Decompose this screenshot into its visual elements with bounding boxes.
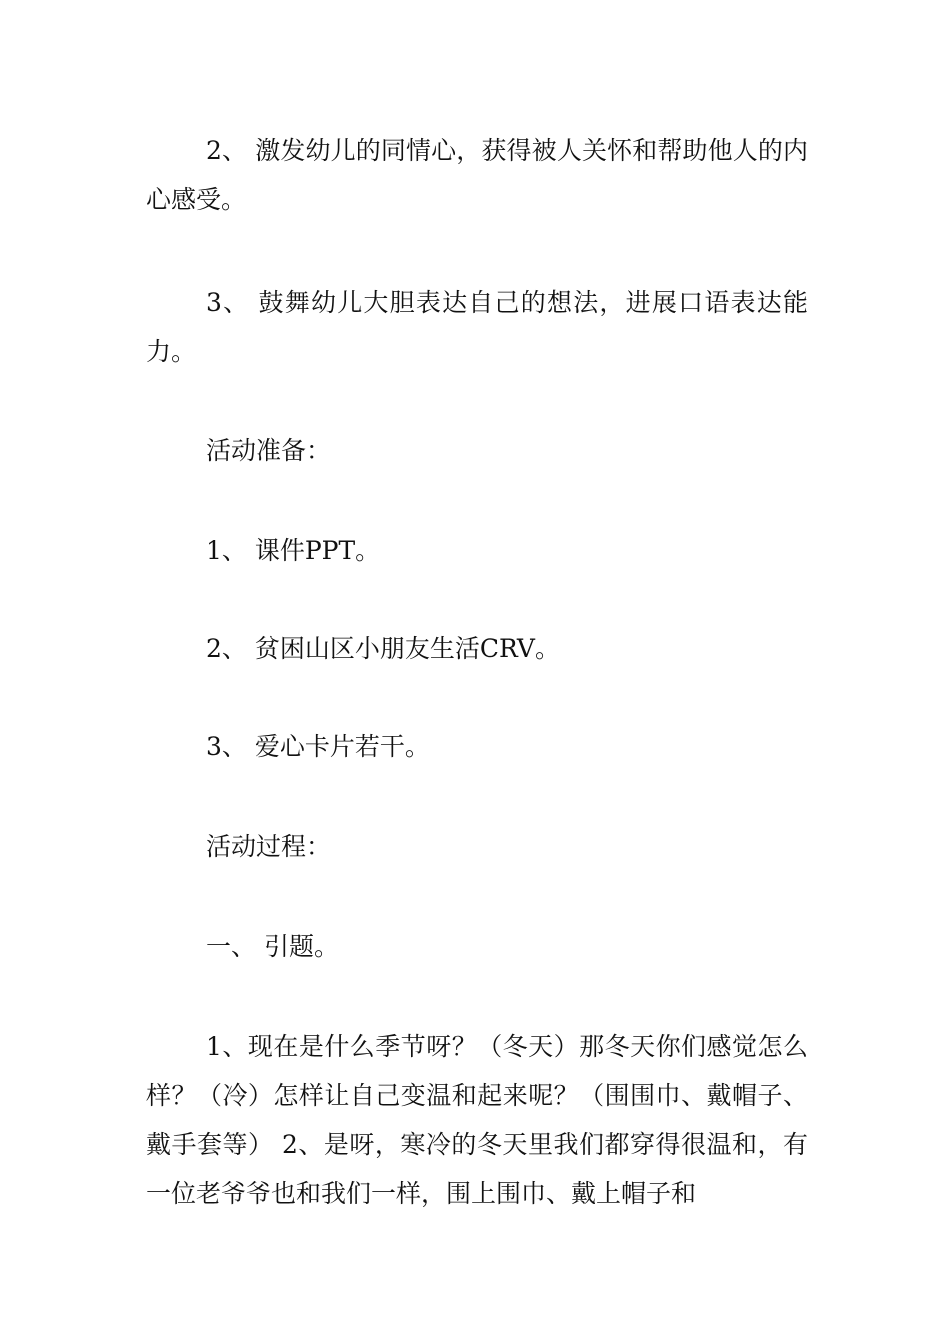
heading-section-one: 一、 引题。 [206,932,339,961]
heading-activity-process: 活动过程： [206,832,332,861]
heading-activity-preparation: 活动准备： [206,436,332,465]
paragraph-goal-2: 2、 激发幼儿的同情心，获得被人关怀和帮助他人的内心感受。 [146,136,808,214]
paragraph-process-body: 1、现在是什么季节呀？（冬天）那冬天你们感觉怎么样？（冷）怎样让自己变温和起来呢？（围围巾、戴帽子、戴手套等） 2、是呀，寒冷的冬天里我们都穿得很温和，有一位老爷爷也和我们一样，围上围巾、戴上帽子和 [146,1032,808,1208]
paragraph-prep-1: 1、 课件PPT。 [206,536,381,565]
paragraph-goal-3: 3、 鼓舞幼儿大胆表达自己的想法，进展口语表达能力。 [146,288,808,366]
paragraph-prep-3: 3、 爱心卡片若干。 [206,732,430,761]
paragraph-prep-2: 2、 贫困山区小朋友生活CRV。 [206,634,560,663]
